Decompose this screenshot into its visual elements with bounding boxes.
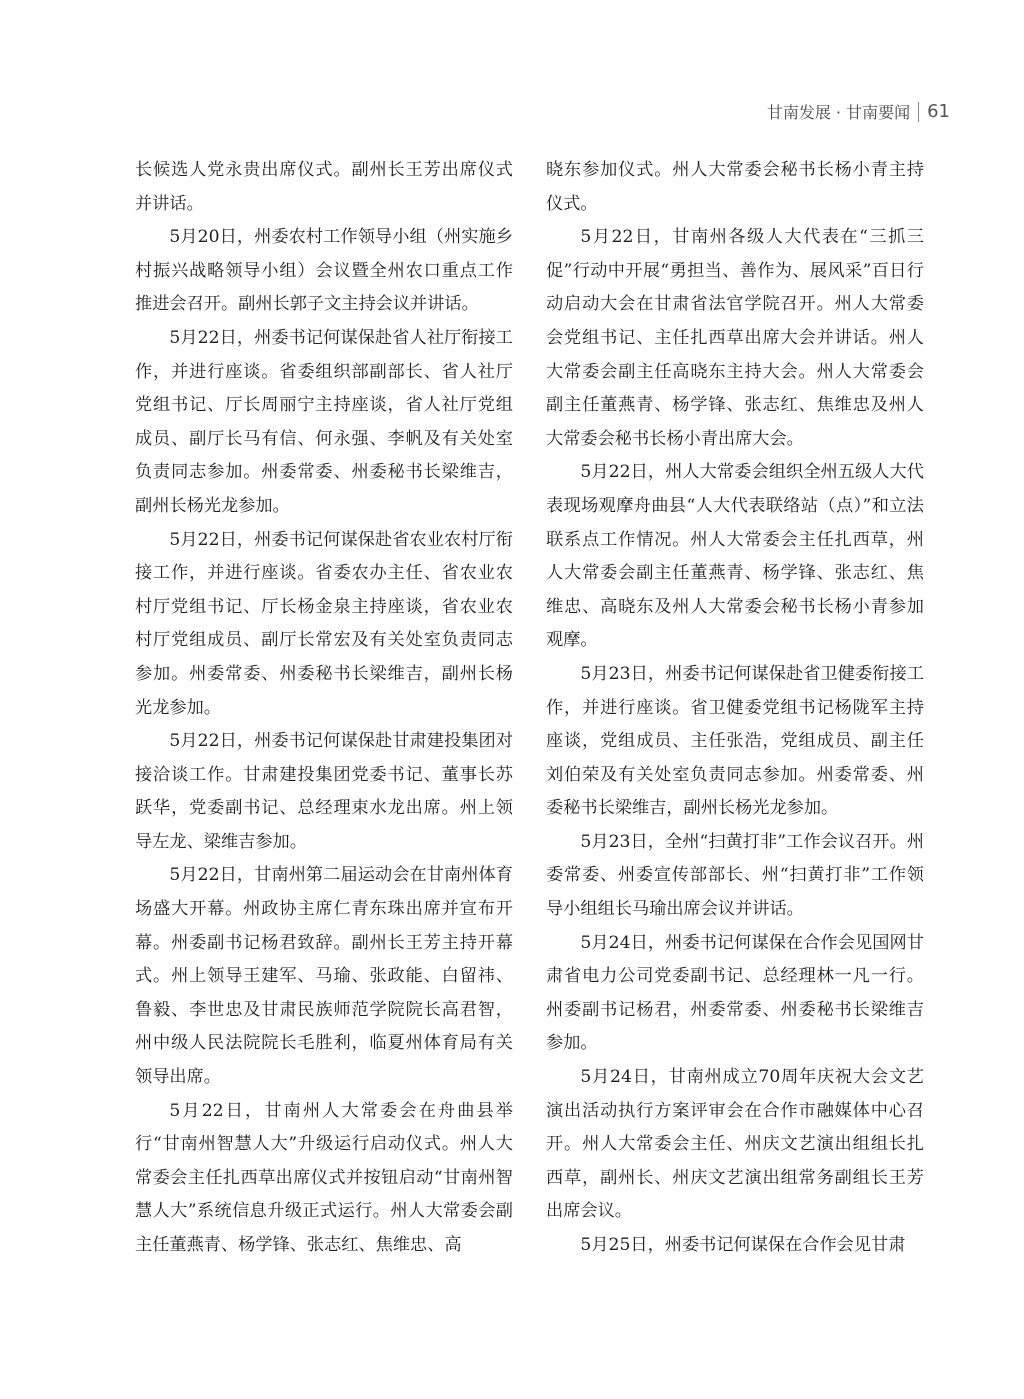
paragraph: 长候选人党永贵出席仪式。副州长王芳出席仪式并讲话。	[135, 160, 513, 214]
paragraph: 5月22日，甘南州各级人大代表在“三抓三促”行动中开展“勇担当、善作为、展风采”百日行动启动大会在甘肃省法官学院召开。州人大常委会党组书记、主任扎西草出席大会并讲话。州人大常委会副主任高晓东主持大会。州人大常委会副主任董燕青、杨学锋、张志红、焦维忠及州人大常委会秘书长杨小青出席大会。	[546, 227, 924, 449]
paragraph: 5月24日，州委书记何谋保在合作会见国网甘肃省电力公司党委副书记、总经理林一凡一行。州委副书记杨君，州委常委、州委秘书长梁维吉参加。	[546, 932, 924, 1054]
paragraph: 晓东参加仪式。州人大常委会秘书长杨小青主持仪式。	[546, 160, 924, 214]
paragraph: 5月22日，州委书记何谋保赴省人社厅衔接工作，并进行座谈。省委组织部副部长、省人社厅党组书记、厅长周丽宁主持座谈，省人社厅党组成员、副厅长马有信、何永强、李帆及有关处室负责同志参加。州委常委、州委秘书长梁维吉，副州长杨光龙参加。	[135, 327, 513, 516]
paragraph: 5月20日，州委农村工作领导小组（州实施乡村振兴战略领导小组）会议暨全州农口重点工作推进会召开。副州长郭子文主持会议并讲话。	[135, 227, 513, 315]
paragraph: 5月24日，甘南州成立70周年庆祝大会文艺演出活动执行方案评审会在合作市融媒体中心召开。州人大常委会主任、州庆文艺演出组组长扎西草，副州长、州庆文艺演出组常务副组长王芳出席会议。	[546, 1067, 924, 1222]
paragraph: 5月22日，甘南州人大常委会在舟曲县举行“甘南州智慧人大”升级运行启动仪式。州人大常委会主任扎西草出席仪式并按钮启动“甘南州智慧人大”系统信息升级正式运行。州人大常委会副主任董燕青、杨学锋、张志红、焦维忠、高	[135, 1100, 513, 1255]
paragraph: 5月22日，州委书记何谋保赴甘肃建投集团对接洽谈工作。甘肃建投集团党委书记、董事长苏跃华，党委副书记、总经理束水龙出席。州上领导左龙、梁维吉参加。	[135, 731, 513, 852]
paragraph: 5月23日，州委书记何谋保赴省卫健委衔接工作，并进行座谈。省卫健委党组书记杨陇军主持座谈，党组成员、主任张浩，党组成员、副主任刘伯荣及有关处室负责同志参加。州委常委、州委秘书长梁维吉，副州长杨光龙参加。	[546, 663, 924, 819]
page-header	[767, 100, 950, 123]
left-column	[135, 154, 513, 1263]
section-title: 甘南发展 · 甘南要闻	[766, 103, 911, 122]
header-divider	[918, 102, 919, 122]
right-column	[546, 154, 924, 1263]
paragraph: 5月22日，州委书记何谋保赴省农业农村厅衔接工作，并进行座谈。省委农办主任、省农业农村厅党组书记、厅长杨金泉主持座谈，省农业农村厅党组成员、副厅长常宏及有关处室负责同志参加。州委常委、州委秘书长梁维吉，副州长杨光龙参加。	[135, 529, 513, 718]
page-number: 61	[927, 101, 950, 122]
paragraph: 5月22日，州人大常委会组织全州五级人大代表现场观摩舟曲县“人大代表联络站（点）”和立法联系点工作情况。州人大常委会主任扎西草，州人大常委会副主任董燕青、杨学锋、张志红、焦维忠、高晓东及州人大常委会秘书长杨小青参加观摩。	[546, 462, 924, 651]
paragraph: 5月25日，州委书记何谋保在合作会见甘肃	[580, 1235, 906, 1255]
paragraph: 5月23日，全州“扫黄打非”工作会议召开。州委常委、州委宣传部部长、州“扫黄打非”工作领导小组组长马瑜出席会议并讲话。	[546, 831, 924, 920]
paragraph: 5月22日，甘南州第二届运动会在甘南州体育场盛大开幕。州政协主席仁青东珠出席并宣布开幕。州委副书记杨君致辞。副州长王芳主持开幕式。州上领导王建军、马瑜、张政能、白留祎、鲁毅、李世忠及甘肃民族师范学院院长高君智，州中级人民法院院长毛胜利，临夏州体育局有关领导出席。	[135, 865, 513, 1088]
